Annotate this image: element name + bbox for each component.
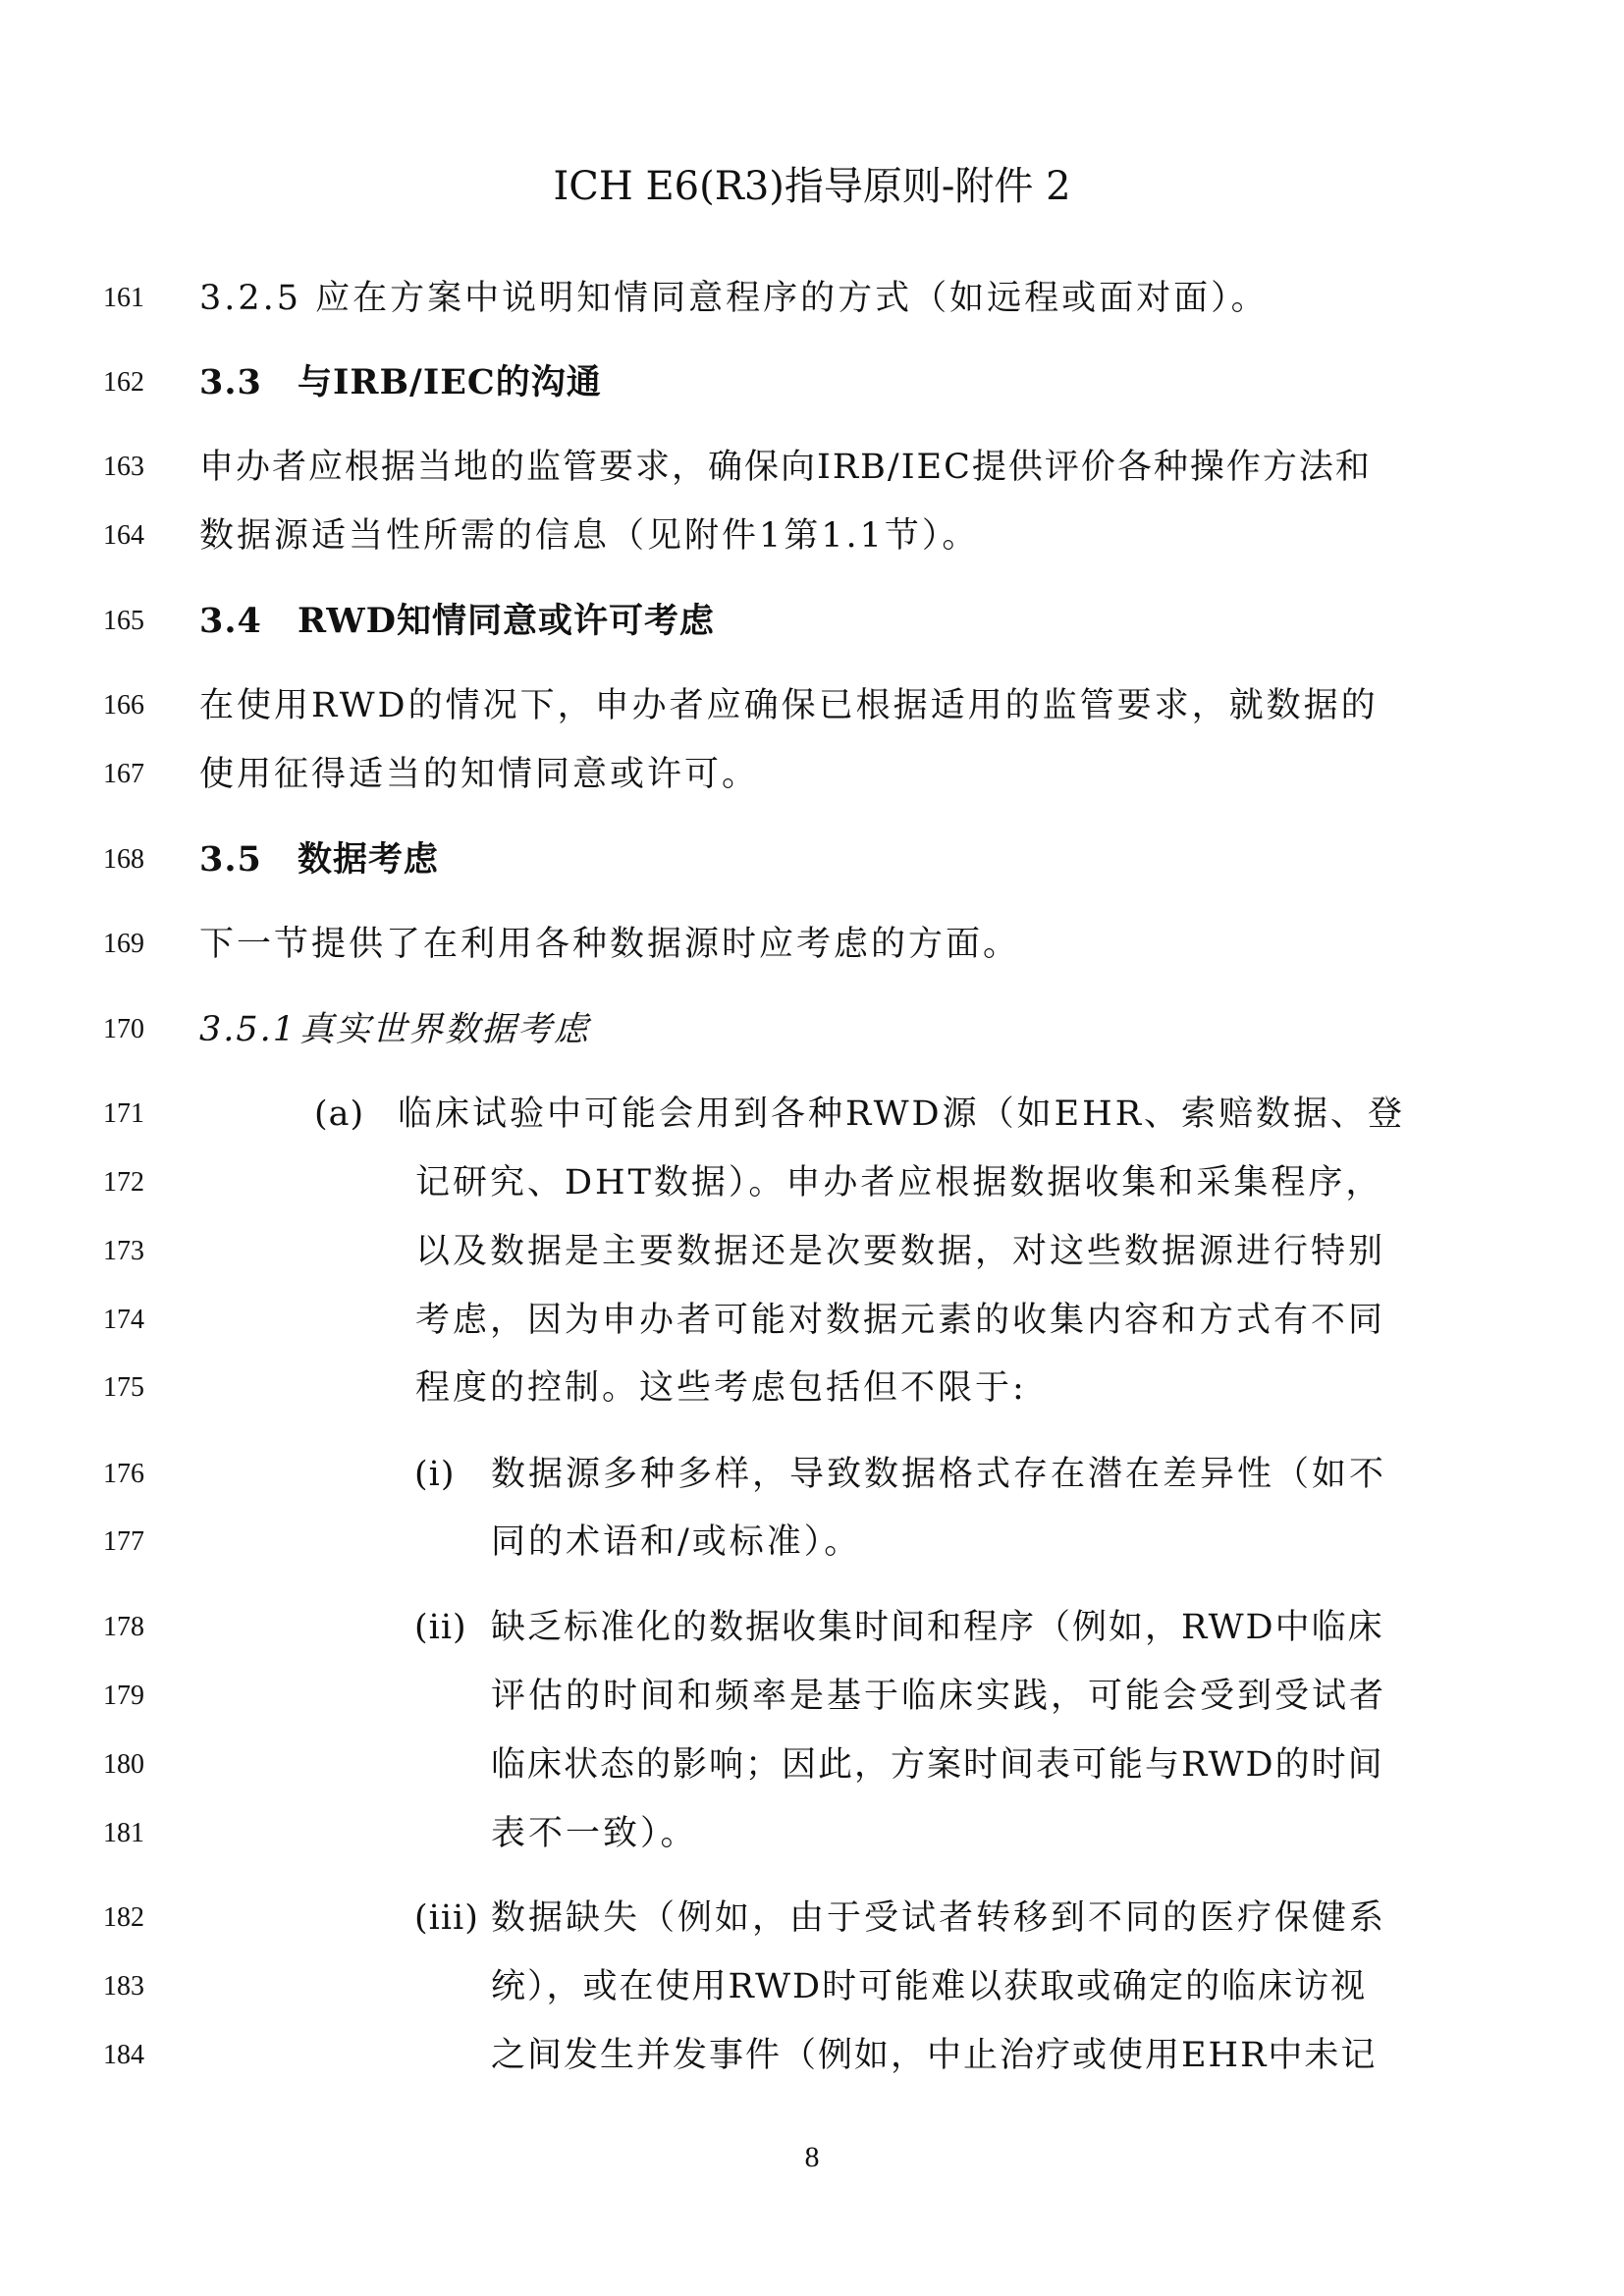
body-text: 考虑，因为申办者可能对数据元素的收集内容和方式有不同 <box>415 1301 1386 1340</box>
line-171 <box>0 1087 1624 1142</box>
line-number: 162 <box>103 367 144 398</box>
body-text: 评估的时间和频率是基于临床实践，可能会受到受试者 <box>491 1677 1387 1716</box>
line-163 <box>0 440 1624 495</box>
line-168 <box>0 832 1624 887</box>
list-marker-ii: (ii) <box>414 1608 467 1647</box>
line-number: 178 <box>103 1612 144 1642</box>
page-number: 8 <box>804 2141 820 2173</box>
line-number: 164 <box>103 520 144 551</box>
line-182 <box>0 1891 1624 1946</box>
line-169 <box>0 917 1624 972</box>
line-number: 171 <box>103 1098 144 1129</box>
list-marker-a: (a) <box>314 1095 365 1134</box>
line-number: 176 <box>103 1459 144 1489</box>
line-number: 161 <box>103 283 144 313</box>
line-183 <box>0 1959 1624 2014</box>
line-181 <box>0 1806 1624 1861</box>
line-number: 181 <box>103 1818 144 1848</box>
line-number: 183 <box>103 1971 144 2002</box>
line-number: 179 <box>103 1681 144 1711</box>
body-text: 临床状态的影响；因此，方案时间表可能与RWD的时间 <box>491 1745 1384 1785</box>
line-174 <box>0 1293 1624 1348</box>
line-176 <box>0 1447 1624 1502</box>
body-text: 3.2.5 应在方案中说明知情同意程序的方式（如远程或面对面）。 <box>199 279 1269 318</box>
body-text: 记研究、DHT数据）。申办者应根据数据收集和采集程序， <box>415 1163 1383 1202</box>
section-number: 3.4 <box>199 601 262 641</box>
line-number: 168 <box>103 844 144 875</box>
line-number: 169 <box>103 929 144 959</box>
body-text: 表不一致）。 <box>491 1814 698 1853</box>
line-number: 175 <box>103 1372 144 1403</box>
line-165 <box>0 594 1624 649</box>
line-178 <box>0 1600 1624 1655</box>
line-number: 173 <box>103 1236 144 1266</box>
line-177 <box>0 1515 1624 1570</box>
line-184 <box>0 2028 1624 2083</box>
line-number: 167 <box>103 759 144 789</box>
body-text: 数据缺失（例如，由于受试者转移到不同的医疗保健系 <box>491 1898 1387 1938</box>
list-marker-i: (i) <box>414 1455 456 1494</box>
body-text: 数据源多种多样，导致数据格式存在潜在差异性（如不 <box>491 1455 1387 1494</box>
line-170 <box>0 1002 1624 1057</box>
line-number: 180 <box>103 1749 144 1780</box>
line-173 <box>0 1224 1624 1279</box>
body-text: 在使用RWD的情况下，申办者应确保已根据适用的监管要求，就数据的 <box>199 686 1379 725</box>
body-text: 统），或在使用RWD时可能难以获取或确定的临床访视 <box>491 1967 1368 2006</box>
line-162 <box>0 355 1624 410</box>
body-text: 申办者应根据当地的监管要求，确保向IRB/IEC提供评价各种操作方法和 <box>199 448 1372 487</box>
line-number: 170 <box>103 1014 144 1044</box>
line-161 <box>0 271 1624 326</box>
subsection-heading-3-5-1 <box>199 1002 1437 1057</box>
section-title: 与IRB/IEC的沟通 <box>298 362 602 402</box>
line-number: 182 <box>103 1902 144 1933</box>
body-text: 使用征得适当的知情同意或许可。 <box>199 755 760 794</box>
line-180 <box>0 1737 1624 1792</box>
section-title: 真实世界数据考虑 <box>299 1010 591 1049</box>
body-text: 程度的控制。这些考虑包括但不限于: <box>415 1368 1027 1408</box>
body-text: 以及数据是主要数据还是次要数据，对这些数据源进行特别 <box>415 1232 1386 1271</box>
line-number: 166 <box>103 690 144 721</box>
line-number: 174 <box>103 1305 144 1335</box>
section-heading-3-5 <box>199 832 1437 887</box>
body-text: 同的术语和/或标准）。 <box>491 1522 862 1562</box>
body-text: 之间发生并发事件（例如，中止治疗或使用EHR中未记 <box>491 2036 1378 2075</box>
line-number: 165 <box>103 606 144 636</box>
body-text: 缺乏标准化的数据收集时间和程序（例如，RWD中临床 <box>491 1608 1384 1647</box>
section-heading-3-4 <box>199 594 1437 649</box>
line-166 <box>0 678 1624 733</box>
line-167 <box>0 747 1624 802</box>
line-number: 163 <box>103 452 144 482</box>
body-text: 下一节提供了在利用各种数据源时应考虑的方面。 <box>199 925 1021 964</box>
line-number: 177 <box>103 1526 144 1557</box>
section-title: 数据考虑 <box>298 839 440 880</box>
section-heading-3-3 <box>199 355 1437 410</box>
body-text: 临床试验中可能会用到各种RWD源（如EHR、索赔数据、登 <box>398 1095 1406 1134</box>
section-number: 3.5 <box>199 839 262 880</box>
section-number: 3.5.1 <box>199 1010 298 1049</box>
line-175 <box>0 1361 1624 1415</box>
list-marker-iii: (iii) <box>414 1898 479 1938</box>
line-number: 184 <box>103 2040 144 2070</box>
body-text: 数据源适当性所需的信息（见附件1第1.1节）。 <box>199 516 980 556</box>
section-number: 3.3 <box>199 362 262 402</box>
line-179 <box>0 1669 1624 1724</box>
line-164 <box>0 508 1624 563</box>
line-number: 172 <box>103 1167 144 1198</box>
section-title: RWD知情同意或许可考虑 <box>298 601 715 641</box>
line-172 <box>0 1155 1624 1210</box>
document-header: ICH E6(R3)指导原则-附件 2 <box>553 164 1071 209</box>
